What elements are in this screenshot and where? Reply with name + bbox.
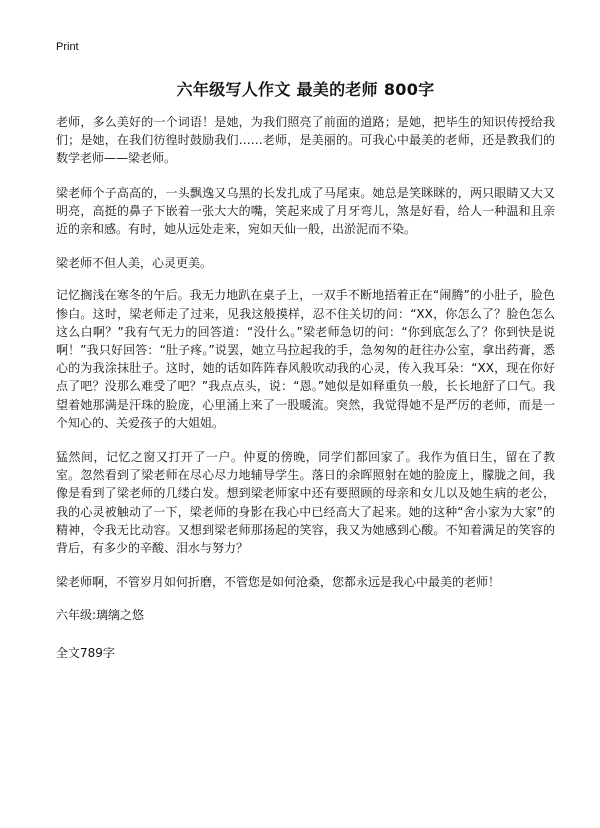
paragraph-2: 梁老师个子高高的，一头飘逸又乌黑的长发扎成了马尾束。她总是笑眯眯的，两只眼睛又大又明亮，高挺的鼻子下嵌着一张大大的嘴，笑起来成了月牙弯儿，煞是好看，给人一种温和且亲近的亲和感。有时，她从远处走来，宛如天仙一般，出淤泥而不染。 xyxy=(56,185,555,237)
paragraph-4: 记忆搁浅在寒冬的午后。我无力地趴在桌子上，一双手不断地捂着正在“闹腾”的小肚子，脸色惨白。这时，梁老师走了过来，见我这般摸样，忍不住关切的问：“XX，你怎么了？脸色怎么这么白啊？”我有气无力的回答道：“没什么。”梁老师急切的问：“你到底怎么了？你到快是说啊！”我只好回答：“肚子疼。”说罢，她立马拉起我的手，急匆匆的赶往办公室，拿出药膏，悉心的为我涂抹肚子。这时，她的话如阵阵春风般吹动我的心灵，传入我耳朵：“XX，现在你好点了吧？没那么难受了吧？”我点点头，说：“恩。”她似是如释重负一般，长长地舒了口气。我望着她那满是汗珠的脸庞，心里涌上来了一股暖流。突然，我觉得她不是严厉的老师，而是一个知心的、关爱孩子的大姐姐。 xyxy=(56,288,555,430)
paragraph-6: 梁老师啊，不管岁月如何折磨，不管您是如何沧桑，您都永远是我心中最美的老师！ xyxy=(56,575,501,590)
author-line: 六年级:璃缡之悠 xyxy=(56,608,145,623)
paragraph-1: 老师，多么美好的一个词语！是她，为我们照亮了前面的道路；是她，把毕生的知识传授给我们；是她，在我们彷徨时鼓励我们……老师，是美丽的。可我心中最美的老师，还是教我们的数学老师——梁老师。 xyxy=(56,115,555,166)
article-title: 六年级写人作文 最美的老师 800字 xyxy=(176,80,435,99)
print-label: Print xyxy=(56,41,79,53)
paragraph-3: 梁老师不但人美，心灵更美。 xyxy=(56,256,213,271)
word-count: 全文789字 xyxy=(56,646,115,661)
paragraph-5: 猛然间，记忆之窗又打开了一户。仲夏的傍晚，同学们都回家了。我作为值日生，留在了教室。忽然看到了梁老师在尽心尽力地辅导学生。落日的余晖照射在她的脸庞上，朦胧之间，我像是看到了梁老师的几缕白发。想到梁老师家中还有要照顾的母亲和女儿以及她生病的老公，我的心灵被触动了一下，梁老师的身影在我心中已经高大了起来。她的这种“舍小家为大家”的精神，令我无比动容。又想到梁老师那扬起的笑容，我又为她感到心酸。不知着满足的笑容的背后，有多少的辛酸、泪水与努力？ xyxy=(56,450,555,556)
